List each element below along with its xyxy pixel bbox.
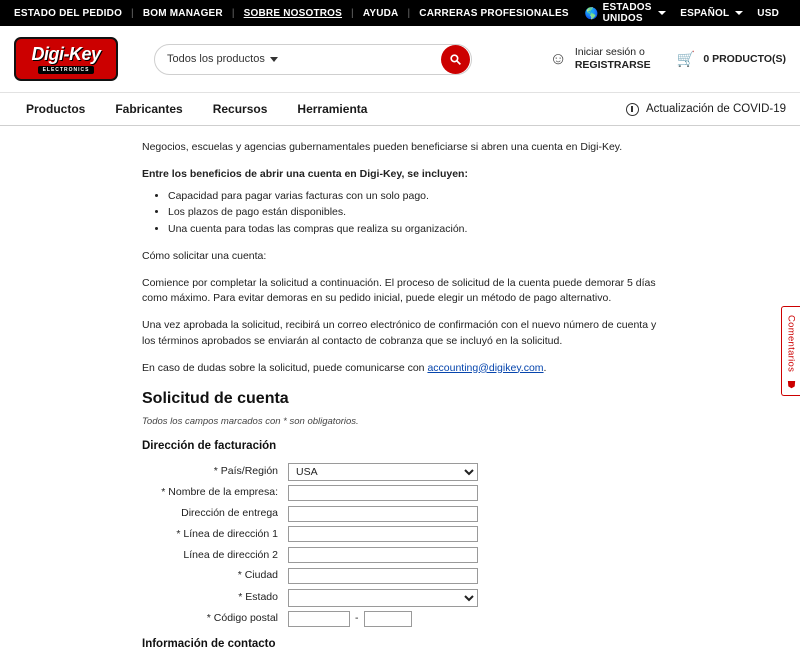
feedback-label: Comentarios xyxy=(785,315,797,373)
nav-item-recursos[interactable]: Recursos xyxy=(212,102,268,116)
nav-item-herramienta[interactable]: Herramienta xyxy=(297,102,368,116)
contact-information-heading: Información de contacto xyxy=(142,637,276,650)
cart-icon: 🛒 xyxy=(676,51,696,68)
state-select[interactable] xyxy=(288,589,478,607)
account-application-content xyxy=(142,140,662,653)
field-address-line-2 xyxy=(288,547,478,564)
language-selector[interactable] xyxy=(673,8,750,19)
divider: | xyxy=(407,7,411,19)
label-company-name xyxy=(142,485,288,501)
address-line-2-input[interactable] xyxy=(288,547,478,563)
utility-bar-locale xyxy=(578,2,786,24)
utility-link-order-status[interactable]: ESTADO DEL PEDIDO xyxy=(14,7,123,19)
covid-update-link[interactable] xyxy=(626,103,786,116)
chevron-down-icon xyxy=(270,57,278,62)
search-bar xyxy=(154,44,472,75)
label-state xyxy=(142,590,288,606)
field-row-address-line-1 xyxy=(142,526,662,543)
chevron-down-icon xyxy=(658,11,666,15)
nav-item-productos[interactable]: Productos xyxy=(26,102,86,116)
divider: | xyxy=(231,7,235,19)
country-label: ESTADOS UNIDOS xyxy=(602,2,652,24)
field-postal-code xyxy=(288,611,412,627)
billing-address-heading: Dirección de facturación xyxy=(142,439,277,452)
utility-link-careers[interactable]: CARRERAS PROFESIONALES xyxy=(419,7,569,19)
utility-bar-links xyxy=(14,8,578,19)
person-icon: ☺ xyxy=(549,49,567,69)
utility-link-bom-manager[interactable]: BOM MANAGER xyxy=(142,7,223,19)
benefits-heading: Entre los beneficios de abrir una cuenta en Digi-Key, se incluyen: xyxy=(142,167,468,180)
paragraph-application-process: Comience por completar la solicitud a continuación. El proceso de solicitud de la cuenta puede demorar 5 días como máximo. Para evitar demoras en su pedido inicial, puede elegir un método de pago alternativo. xyxy=(142,276,656,305)
list-item: • Los plazos de pago están disponibles. xyxy=(168,205,662,221)
account-register-label: REGISTRARSE xyxy=(574,59,651,71)
logo-tagline: ELECTRONICS xyxy=(38,66,95,74)
field-country xyxy=(288,463,478,481)
field-address-line-1 xyxy=(288,526,478,543)
label-company-name-text: Nombre de la empresa: xyxy=(168,486,278,499)
benefits-list xyxy=(142,189,662,238)
field-state xyxy=(288,589,478,607)
field-row-city xyxy=(142,568,662,585)
globe-icon: 🌎 xyxy=(584,7,599,20)
divider: | xyxy=(131,7,134,19)
list-item: • Una cuenta para todas las compras que realiza su organización. xyxy=(168,222,662,238)
paragraph-approval: Una vez aprobada la solicitud, recibirá un correo electrónico de confirmación con el nuevo número de cuenta y los términos aprobados se enviarán al contacto de cobranza que se incluyó en la solicitud. xyxy=(142,319,657,347)
contact-text-pre: En caso de dudas sobre la solicitud, puede comunicarse con xyxy=(142,361,428,374)
accounting-email-link[interactable]: accounting@digikey.com xyxy=(427,361,544,374)
header-actions xyxy=(549,46,786,72)
account-text xyxy=(575,46,651,72)
label-country-text: País/Región xyxy=(220,464,278,477)
account-signin-label: Iniciar sesión o xyxy=(574,45,645,58)
field-row-shipping-address xyxy=(142,506,662,523)
search-icon xyxy=(449,53,462,66)
postal-code-input[interactable] xyxy=(288,611,350,627)
utility-bar xyxy=(0,0,800,26)
label-address-line-2-text: Línea de dirección 2 xyxy=(183,548,278,561)
list-item: • Capacidad para pagar varias facturas con un solo pago. xyxy=(168,189,662,205)
search-category-label: Todos los productos xyxy=(167,53,265,65)
label-address-line-2 xyxy=(142,548,288,564)
currency-selector[interactable] xyxy=(750,8,786,19)
account-application-form xyxy=(142,463,662,653)
intro-paragraph: Negocios, escuelas y agencias gubernamentales pueden beneficiarse si abren una cuenta en Digi-Key. xyxy=(142,141,623,153)
comment-icon: ☗ xyxy=(786,378,796,390)
field-row-postal-code xyxy=(142,611,662,627)
logo-wordmark: Digi-Key xyxy=(31,43,101,64)
field-company-name xyxy=(288,485,478,502)
field-row-address-line-2 xyxy=(142,547,662,564)
required-marker: * xyxy=(161,486,166,499)
currency-label: USD xyxy=(757,7,779,19)
covid-update-label: Actualización de COVID-19 xyxy=(646,103,786,115)
country-select[interactable] xyxy=(288,463,478,481)
paragraph-contact xyxy=(142,361,662,377)
info-icon xyxy=(626,103,639,116)
label-country xyxy=(142,464,288,480)
required-marker: * xyxy=(238,590,243,603)
label-state-text: Estado xyxy=(245,590,278,603)
cart-count-label: 0 PRODUCTO(S) xyxy=(703,53,786,65)
label-city-text: Ciudad xyxy=(244,569,278,582)
field-row-country xyxy=(142,463,662,481)
label-address-line-1 xyxy=(142,527,288,543)
label-address-line-1-text: Línea de dirección 1 xyxy=(183,527,278,540)
search-category-dropdown[interactable] xyxy=(167,53,278,65)
field-city xyxy=(288,568,478,585)
field-row-company-name xyxy=(142,485,662,502)
cart-button[interactable] xyxy=(677,50,786,68)
required-marker: * xyxy=(237,569,242,582)
how-to-heading: Cómo solicitar una cuenta: xyxy=(142,249,267,262)
label-postal-code xyxy=(142,611,288,627)
required-marker: * xyxy=(176,527,181,540)
field-shipping-address xyxy=(288,506,478,523)
language-label: ESPAÑOL xyxy=(680,7,730,19)
divider: | xyxy=(351,7,354,19)
search-input[interactable] xyxy=(278,45,441,74)
site-header xyxy=(0,26,800,92)
address-line-1-input[interactable] xyxy=(288,526,478,542)
label-city xyxy=(142,568,288,584)
account-menu[interactable] xyxy=(549,46,650,72)
required-fields-note: Todos los campos marcados con * son obligatorios. xyxy=(142,416,359,428)
utility-link-help[interactable]: AYUDA xyxy=(362,7,399,19)
digikey-logo[interactable] xyxy=(14,37,118,81)
country-selector[interactable] xyxy=(578,2,674,24)
feedback-tab[interactable] xyxy=(781,306,800,396)
page-body xyxy=(0,126,800,650)
required-marker: * xyxy=(213,464,218,477)
page-title: Solicitud de cuenta xyxy=(142,390,289,408)
label-postal-code-text: Código postal xyxy=(213,611,278,624)
nav-item-fabricantes[interactable]: Fabricantes xyxy=(115,102,183,116)
shipping-address-input[interactable] xyxy=(288,506,478,522)
utility-link-about-us[interactable]: SOBRE NOSOTROS xyxy=(243,7,343,19)
main-nav xyxy=(0,92,800,126)
required-marker: * xyxy=(206,611,211,624)
city-input[interactable] xyxy=(288,568,478,584)
company-name-input[interactable] xyxy=(288,485,478,501)
label-shipping-address-text: Dirección de entrega xyxy=(181,507,278,519)
chevron-down-icon xyxy=(735,11,743,15)
postal-code-dash: - xyxy=(355,611,359,624)
label-shipping-address xyxy=(142,506,288,522)
contact-text-post: . xyxy=(543,361,547,374)
postal-code-ext-input[interactable] xyxy=(364,611,412,627)
search-button[interactable] xyxy=(441,45,470,74)
field-row-state xyxy=(142,589,662,607)
